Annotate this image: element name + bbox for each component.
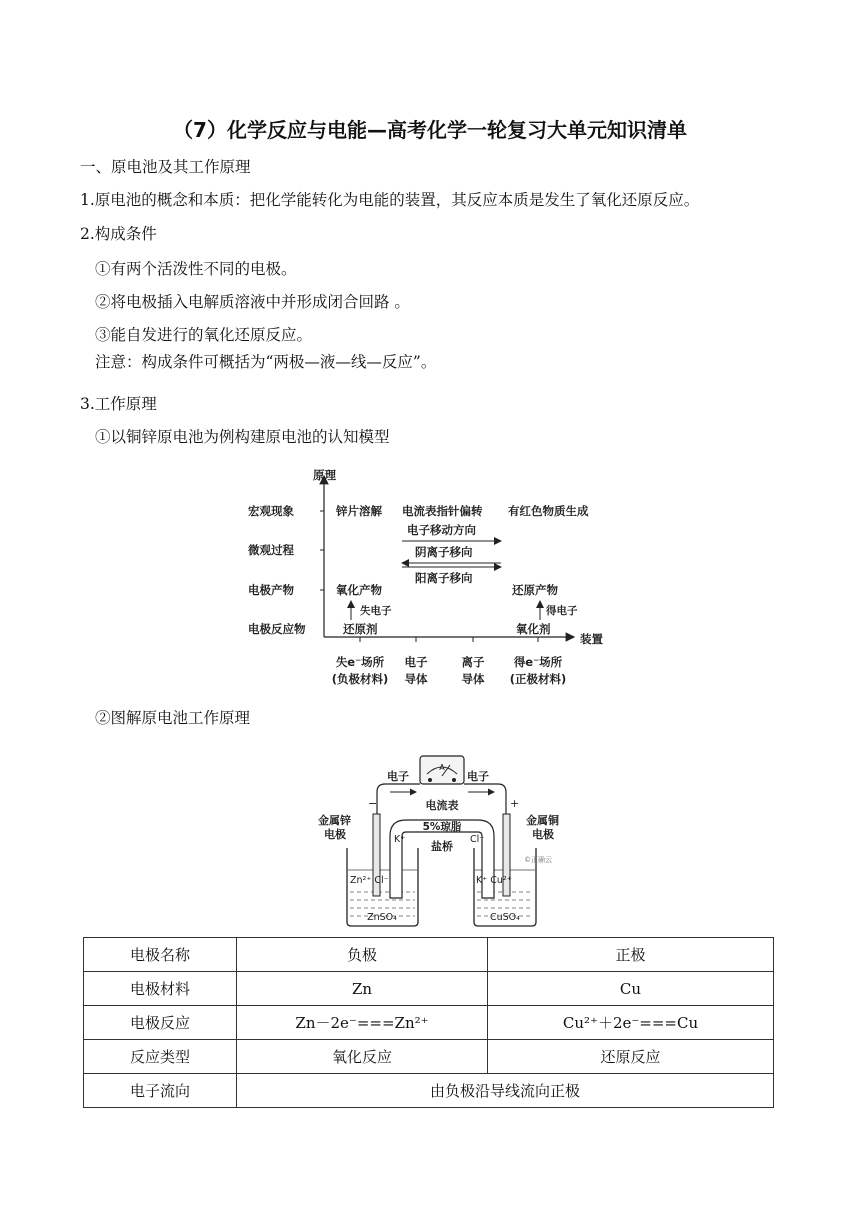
- right-arrow-label: 得电子: [546, 605, 578, 617]
- phenomenon-meter: 电流表指针偏转: [402, 504, 483, 518]
- bridge-k-ion: K⁺: [394, 834, 406, 845]
- table-cell: 负极: [237, 938, 488, 972]
- left-reactant: 还原剂: [343, 622, 378, 636]
- phenomenon-copper: 有红色物质生成: [508, 504, 589, 518]
- bridge-cl-ion: Cl⁻: [470, 834, 485, 845]
- right-wire: [464, 784, 506, 814]
- table-row: [84, 1074, 774, 1108]
- table-cell: 还原反应: [488, 1040, 774, 1074]
- row-header: 电子流向: [84, 1074, 237, 1108]
- table-cell: 氧化反应: [237, 1040, 488, 1074]
- condition-2: ②将电极插入电解质溶液中并形成闭合回路 。: [95, 293, 410, 311]
- table-cell: 由负极沿导线流向正极: [237, 1074, 774, 1108]
- x-label-positive-1: 得e⁻场所: [513, 655, 563, 669]
- paragraph-working: 3.工作原理: [80, 395, 157, 413]
- anion-label: 阴离子移向: [415, 545, 473, 559]
- x-label-positive-2: (正极材料): [509, 672, 567, 686]
- row-label-micro: 微观过程: [248, 543, 294, 557]
- document-title: （7）化学反应与电能—高考化学一轮复习大单元知识清单: [173, 118, 687, 142]
- right-ions: K⁺ Cu²⁺: [476, 875, 512, 886]
- zinc-label-1: 金属锌: [318, 814, 351, 827]
- y-axis-title: 原理: [313, 468, 336, 482]
- x-label-electron-2: 导体: [404, 672, 428, 686]
- watermark: ©正确云: [524, 856, 552, 864]
- zinc-label-2: 电极: [324, 828, 346, 841]
- table-row: [84, 938, 774, 972]
- working-2: ②图解原电池工作原理: [95, 709, 251, 727]
- row-label-product: 电极产物: [248, 583, 294, 597]
- table-cell: Cu²⁺＋2e⁻===Cu: [488, 1006, 774, 1040]
- electrode-summary-table: [83, 937, 774, 1108]
- condition-3: ③能自发进行的氧化还原反应。: [95, 326, 313, 344]
- copper-label-1: 金属铜: [526, 814, 559, 827]
- row-header: 电极材料: [84, 972, 237, 1006]
- cognitive-model-diagram: [240, 462, 620, 692]
- left-ions: Zn²⁺ Cl⁻: [350, 875, 389, 886]
- row-label-reactant: 电极反应物: [248, 622, 306, 636]
- electron-direction-label: 电子移动方向: [407, 523, 476, 537]
- paragraph-definition: 1.原电池的概念和本质：把化学能转化为电能的装置，其反应本质是发生了氧化还原反应。: [80, 191, 700, 209]
- row-header: 反应类型: [84, 1040, 237, 1074]
- condition-1: ①有两个活泼性不同的电极。: [95, 260, 297, 278]
- x-label-ion-2: 导体: [461, 672, 485, 686]
- table-row: [84, 972, 774, 1006]
- paragraph-conditions: 2.构成条件: [80, 225, 157, 243]
- ammeter-label: 电流表: [425, 799, 459, 812]
- x-label-negative-1: 失e⁻场所: [335, 655, 385, 669]
- ammeter-letter: A: [439, 763, 445, 772]
- cation-label: 阳离子移向: [415, 571, 473, 585]
- galvanic-cell-diagram: [310, 752, 559, 930]
- row-header: 电极名称: [84, 938, 237, 972]
- table-cell: Cu: [488, 972, 774, 1006]
- table-row: [84, 1006, 774, 1040]
- table-cell: 正极: [488, 938, 774, 972]
- bridge-label-1: 5%琼脂: [422, 821, 462, 833]
- electron-label-left: 电子: [387, 770, 409, 783]
- electron-label-right: 电子: [467, 770, 489, 783]
- right-solution: CuSO₄: [490, 912, 520, 923]
- minus-sign: −: [368, 797, 378, 810]
- right-reactant: 氧化剂: [516, 622, 551, 636]
- phenomenon-zinc: 锌片溶解: [336, 504, 382, 518]
- table-cell: Zn－2e⁻===Zn²⁺: [237, 1006, 488, 1040]
- section-heading: 一、原电池及其工作原理: [80, 158, 251, 176]
- table-row: [84, 1040, 774, 1074]
- left-arrow-label: 失电子: [360, 605, 392, 617]
- x-label-ion-1: 离子: [461, 655, 485, 669]
- bridge-label-2: 盐桥: [431, 840, 453, 853]
- row-label-macro: 宏观现象: [248, 504, 294, 518]
- x-axis-title: 装置: [580, 632, 603, 646]
- left-solution: ZnSO₄: [367, 912, 397, 923]
- row-header: 电极反应: [84, 1006, 237, 1040]
- note: 注意：构成条件可概括为“两极—液—线—反应”。: [95, 353, 437, 371]
- left-product: 氧化产物: [336, 583, 382, 597]
- right-product: 还原产物: [512, 583, 558, 597]
- working-1: ①以铜锌原电池为例构建原电池的认知模型: [95, 428, 390, 446]
- x-label-negative-2: (负极材料): [331, 672, 389, 686]
- plus-sign: +: [510, 797, 520, 810]
- left-wire: [377, 784, 420, 814]
- x-label-electron-1: 电子: [404, 655, 428, 669]
- copper-label-2: 电极: [532, 828, 554, 841]
- table-cell: Zn: [237, 972, 488, 1006]
